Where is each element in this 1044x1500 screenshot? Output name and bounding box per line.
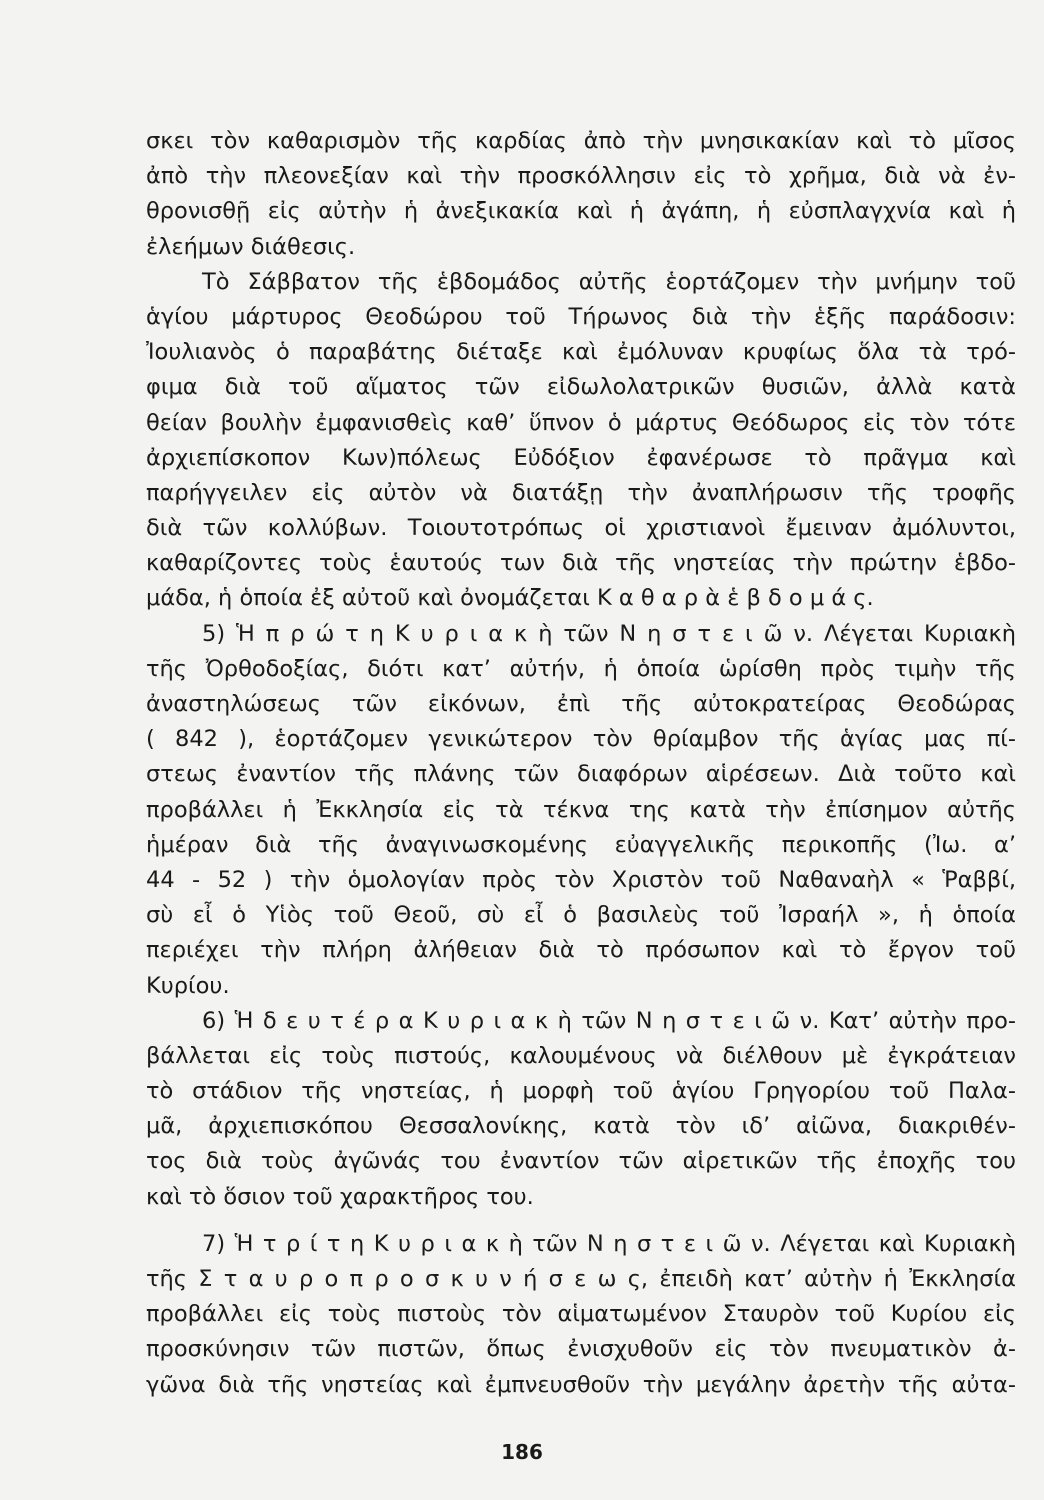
text-line: 6) Ἡ δ ε υ τ έ ρ α Κ υ ρ ι α κ ὴ τῶν Ν η σ τ ε ι ῶ ν. Κατ’ αὐτὴν προ- [202,1007,1016,1034]
text-line: Κυρίου. [146,972,230,999]
text-line: μάδα, ἡ ὁποία ἐξ αὐτοῦ καὶ ὀνομάζεται Κ α θ α ρ ὰ ἑ β δ ο μ ά ς. [146,585,874,612]
text-line: μᾶ, ἀρχιεπισκόπου Θεσσαλονίκης, κατὰ τὸν ιδ’ αἰῶνα, διακριθέν- [146,1113,1016,1140]
body-text [146,124,1016,1403]
text-line: ἐλεήμων διάθεσις. [146,233,356,260]
text-line: προβάλλει ἡ Ἐκκλησία εἰς τὰ τέκνα της κατὰ τὴν ἐπίσημον αὐτῆς [146,796,1016,823]
text-line: στεως ἐναντίον τῆς πλάνης τῶν διαφόρων αἱρέσεων. Διὰ τοῦτο καὶ [146,761,1016,788]
text-line: ἡμέραν διὰ τῆς ἀναγινωσκομένης εὐαγγελικῆς περικοπῆς (Ἰω. α’ [146,831,1016,858]
text-line: θρονισθῇ εἰς αὐτὴν ἡ ἀνεξικακία καὶ ἡ ἀγάπη, ἡ εὐσπλαγχνία καὶ ἡ [146,198,1016,225]
paragraph-gap [146,1215,1016,1227]
text-line: 7) Ἡ τ ρ ί τ η Κ υ ρ ι α κ ὴ τῶν Ν η σ τ ε ι ῶ ν. Λέγεται καὶ Κυριακὴ [202,1230,1016,1257]
text-line: παρήγγειλεν εἰς αὐτὸν νὰ διατάξῃ τὴν ἀναπλήρωσιν τῆς τροφῆς [146,479,1016,506]
text-line: Ἰουλιανὸς ὁ παραβάτης διέταξε καὶ ἐμόλυναν κρυφίως ὅλα τὰ τρό- [146,339,1016,366]
text-line: θείαν βουλὴν ἐμφανισθεὶς καθ’ ὕπνον ὁ μάρτυς Θεόδωρος εἰς τὸν τότε [146,409,1016,436]
text-line: τῆς Σ τ α υ ρ ο π ρ ο σ κ υ ν ή σ ε ω ς, ἐπειδὴ κατ’ αὐτὴν ἡ Ἐκκλησία [146,1266,1016,1292]
text-line: ἁγίου μάρτυρος Θεοδώρου τοῦ Τήρωνος διὰ τὴν ἑξῆς παράδοσιν: [146,303,1016,330]
text-line: Τὸ Σάββατον τῆς ἑβδομάδος αὐτῆς ἑορτάζομεν τὴν μνήμην τοῦ [202,268,1016,295]
text-line: σὺ εἶ ὁ Υἱὸς τοῦ Θεοῦ, σὺ εἶ ὁ βασιλεὺς τοῦ Ἰσραήλ », ἡ ὁποία [146,902,1016,929]
text-line: ἀρχιεπίσκοπον Κων)πόλεως Εὐδόξιον ἐφανέρωσε τὸ πρᾶγμα καὶ [146,444,1016,471]
text-line: προσκύνησιν τῶν πιστῶν, ὅπως ἐνισχυθοῦν εἰς τὸν πνευματικὸν ἀ- [146,1336,1016,1363]
text-line: ἀπὸ τὴν πλεονεξίαν καὶ τὴν προσκόλλησιν εἰς τὸ χρῆμα, διὰ νὰ ἐν- [146,163,1016,190]
text-line: 5) Ἡ π ρ ώ τ η Κ υ ρ ι α κ ὴ τῶν Ν η σ τ ε ι ῶ ν. Λέγεται Κυριακὴ [202,620,1016,647]
text-line: 44 - 52 ) τὴν ὁμολογίαν πρὸς τὸν Χριστὸν τοῦ Ναθαναὴλ « Ῥαββί, [146,866,1016,893]
text-line: βάλλεται εἰς τοὺς πιστούς, καλουμένους νὰ διέλθουν μὲ ἐγκράτειαν [146,1042,1016,1069]
text-line: τος διὰ τοὺς ἀγῶνάς του ἐναντίον τῶν αἱρετικῶν τῆς ἐποχῆς του [146,1148,1016,1175]
text-line: καθαρίζοντες τοὺς ἑαυτούς των διὰ τῆς νηστείας τὴν πρώτην ἑβδο- [146,550,1016,577]
text-line: καὶ τὸ ὅσιον τοῦ χαρακτῆρος του. [146,1183,534,1210]
text-line: ( 842 ), ἑορτάζομεν γενικώτερον τὸν θρίαμβον τῆς ἁγίας μας πί- [146,726,1016,753]
text-line: περιέχει τὴν πλήρη ἀλήθειαν διὰ τὸ πρόσωπον καὶ τὸ ἔργον τοῦ [146,937,1016,964]
text-line: σκει τὸν καθαρισμὸν τῆς καρδίας ἀπὸ τὴν μνησικακίαν καὶ τὸ μῖσος [146,128,1016,154]
text-line: προβάλλει εἰς τοὺς πιστοὺς τὸν αἱματωμένον Σταυρὸν τοῦ Κυρίου εἰς [146,1301,1016,1328]
text-line: τῆς Ὀρθοδοξίας, διότι κατ’ αὐτήν, ἡ ὁποία ὡρίσθη πρὸς τιμὴν τῆς [146,655,1016,682]
text-line: τὸ στάδιον τῆς νηστείας, ἡ μορφὴ τοῦ ἁγίου Γρηγορίου τοῦ Παλα- [146,1078,1016,1105]
text-line: ἀναστηλώσεως τῶν εἰκόνων, ἐπὶ τῆς αὐτοκρατείρας Θεοδώρας [146,691,1016,717]
text-line: φιμα διὰ τοῦ αἵματος τῶν εἰδωλολατρικῶν θυσιῶν, ἀλλὰ κατὰ [146,374,1016,401]
page-number: 186 [501,1440,543,1464]
text-line: διὰ τῶν κολλύβων. Τοιουτοτρόπως οἱ χριστιανοὶ ἔμειναν ἀμόλυντοι, [146,515,1016,542]
text-line: γῶνα διὰ τῆς νηστείας καὶ ἐμπνευσθοῦν τὴν μεγάλην ἀρετὴν τῆς αὐτα- [146,1371,1016,1398]
